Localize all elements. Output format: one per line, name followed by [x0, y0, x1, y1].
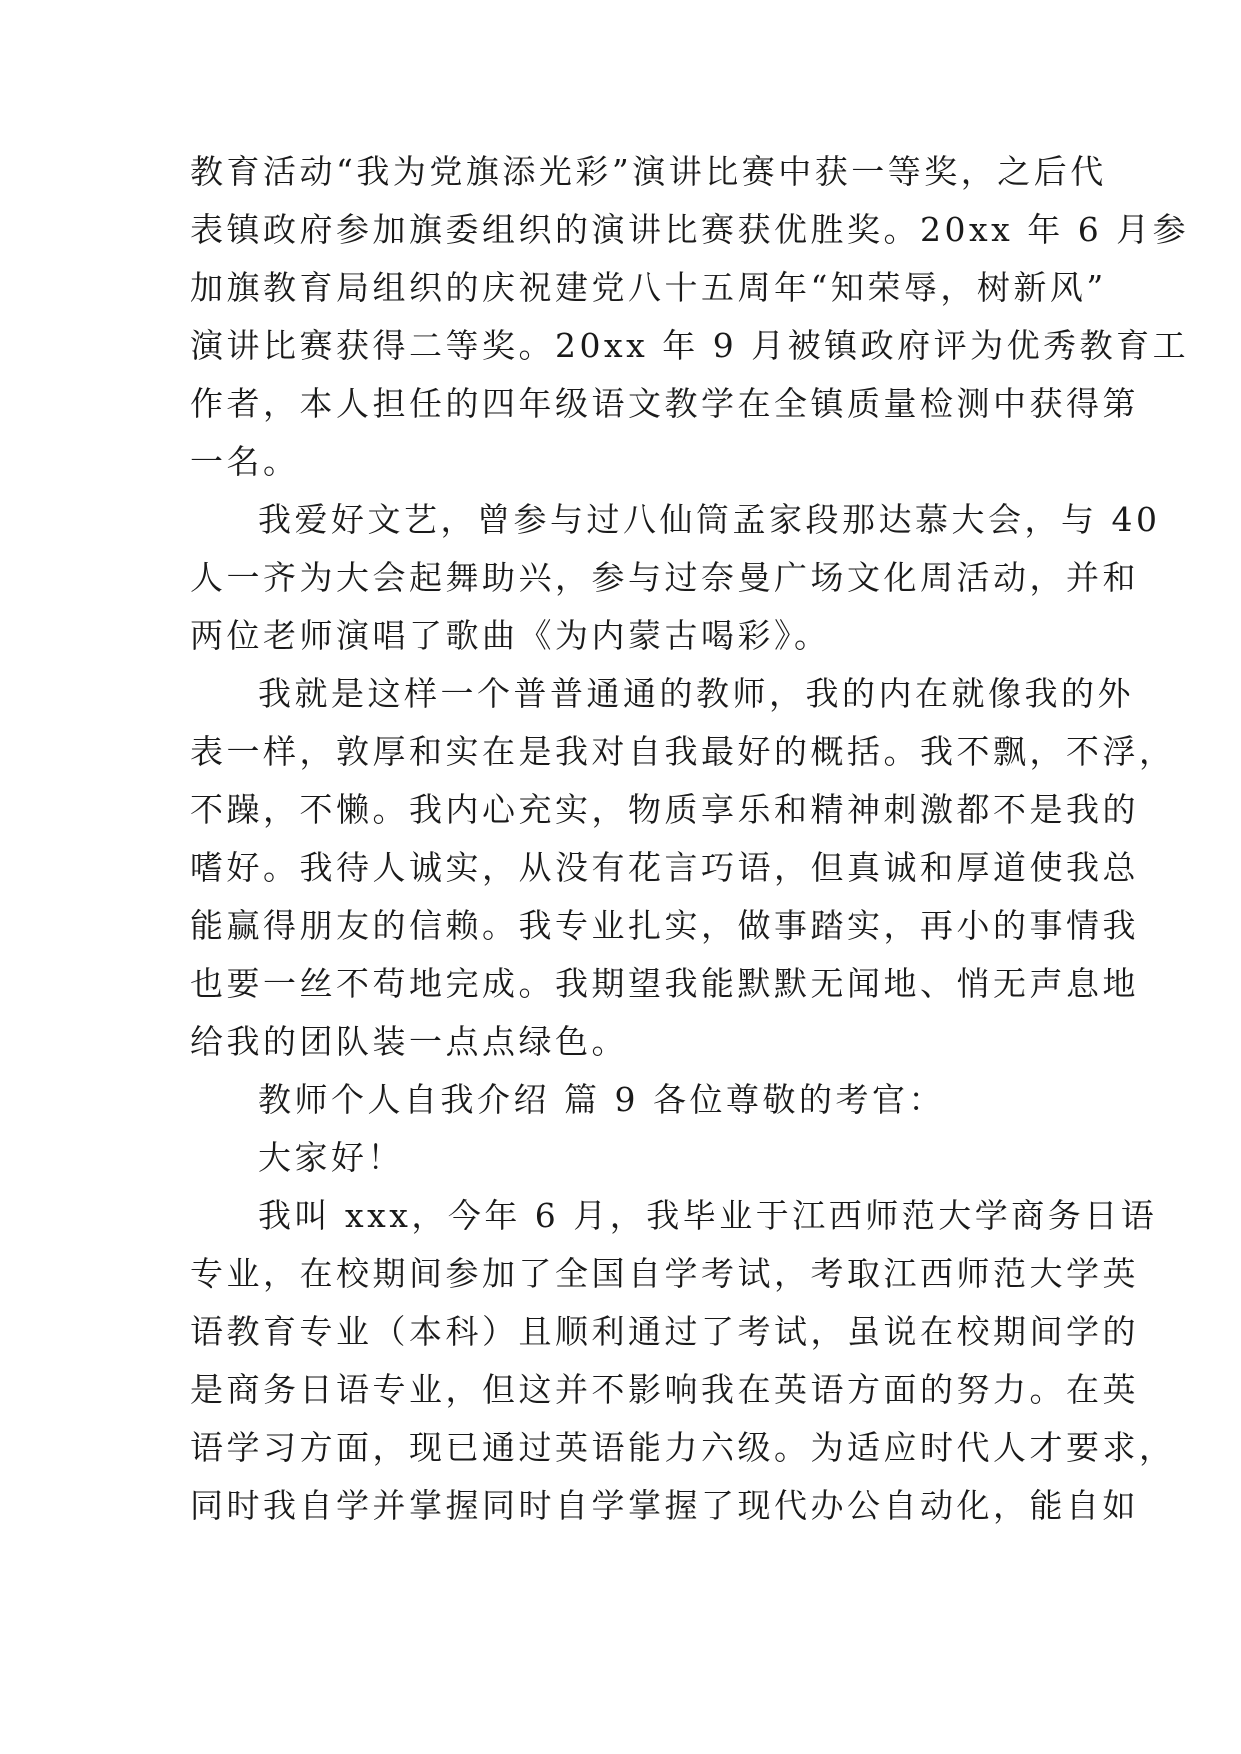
greeting-line: 大家好！: [258, 1138, 404, 1177]
text-line: 不躁，不懒。我内心充实，物质享乐和精神刺激都不是我的: [190, 790, 1139, 829]
text-line: 表一样，敦厚和实在是我对自我最好的概括。我不飘，不浮，: [190, 732, 1176, 771]
paragraph-start-line: 我就是这样一个普普通通的教师，我的内在就像我的外: [258, 674, 1134, 713]
section-heading-line: 教师个人自我介绍 篇 9 各位尊敬的考官：: [258, 1080, 945, 1119]
text-line: 演讲比赛获得二等奖。20xx 年 9 月被镇政府评为优秀教育工: [190, 326, 1190, 365]
paragraph-start-line: 我叫 xxx，今年 6 月，我毕业于江西师范大学商务日语: [258, 1196, 1158, 1235]
text-line: 表镇政府参加旗委组织的演讲比赛获优胜奖。20xx 年 6 月参: [190, 210, 1190, 249]
text-line: 加旗教育局组织的庆祝建党八十五周年“知荣辱，树新风”: [190, 268, 1107, 307]
text-line: 给我的团队装一点点绿色。: [190, 1022, 628, 1061]
text-line: 作者，本人担任的四年级语文教学在全镇质量检测中获得第: [190, 384, 1139, 423]
text-line: 同时我自学并掌握同时自学掌握了现代办公自动化，能自如: [190, 1486, 1139, 1525]
text-line: 教育活动“我为党旗添光彩”演讲比赛中获一等奖，之后代: [190, 152, 1107, 191]
text-line: 是商务日语专业，但这并不影响我在英语方面的努力。在英: [190, 1370, 1139, 1409]
text-line: 语学习方面，现已通过英语能力六级。为适应时代人才要求，: [190, 1428, 1176, 1467]
text-line: 专业，在校期间参加了全国自学考试，考取江西师范大学英: [190, 1254, 1139, 1293]
text-line: 也要一丝不苟地完成。我期望我能默默无闻地、悄无声息地: [190, 964, 1139, 1003]
text-line: 能赢得朋友的信赖。我专业扎实，做事踏实，再小的事情我: [190, 906, 1139, 945]
text-line: 一名。: [190, 442, 300, 481]
text-line: 语教育专业（本科）且顺利通过了考试，虽说在校期间学的: [190, 1312, 1139, 1351]
text-line: 人一齐为大会起舞助兴，参与过奈曼广场文化周活动，并和: [190, 558, 1139, 597]
text-line: 嗜好。我待人诚实，从没有花言巧语，但真诚和厚道使我总: [190, 848, 1139, 887]
text-line: 两位老师演唱了歌曲《为内蒙古喝彩》。: [190, 616, 831, 655]
paragraph-start-line: 我爱好文艺，曾参与过八仙筒孟家段那达慕大会，与 40: [258, 500, 1161, 539]
